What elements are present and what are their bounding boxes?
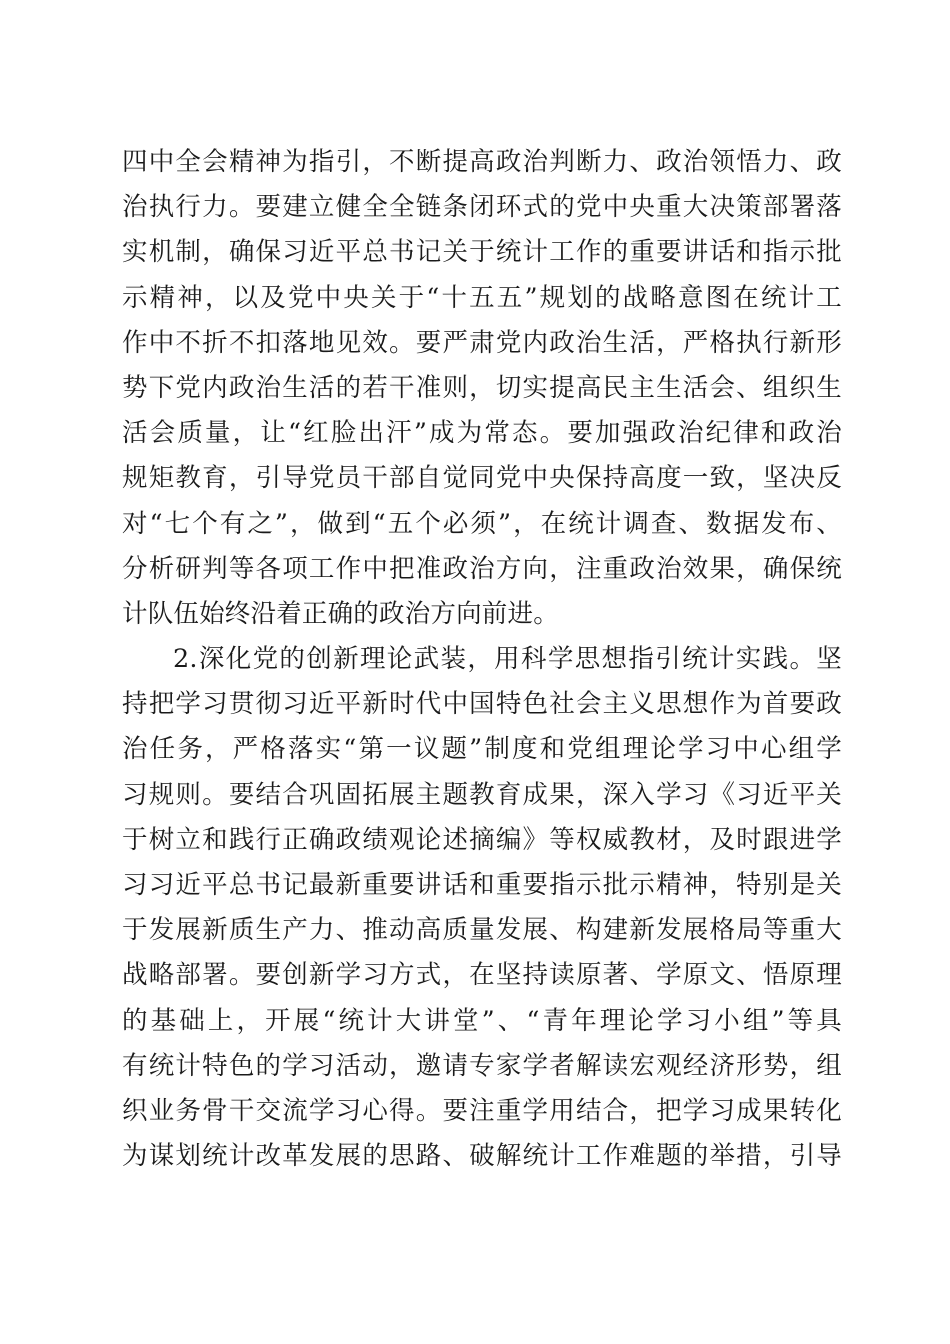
text-line: 治任务，严格落实“第一议题”制度和党组理论学习中心组学 bbox=[122, 734, 842, 765]
text-line: 四中全会精神为指引，不断提高政治判断力、政治领悟力、政 bbox=[122, 147, 842, 177]
text-line: 习习近平总书记最新重要讲话和重要指示批示精神，特别是关 bbox=[122, 870, 842, 900]
text-line: 势下党内政治生活的若干准则，切实提高民主生活会、组织生 bbox=[122, 372, 842, 403]
text-line: 作中不折不扣落地见效。要严肃党内政治生活，严格执行新形 bbox=[122, 327, 842, 358]
text-line: 于发展新质生产力、推动高质量发展、构建新发展格局等重大 bbox=[122, 915, 842, 946]
text-line: 对“七个有之”，做到“五个必须”，在统计调查、数据发布、 bbox=[122, 508, 842, 539]
text-line: 实机制，确保习近平总书记关于统计工作的重要讲话和指示批 bbox=[122, 237, 842, 268]
text-line: 示精神，以及党中央关于“十五五”规划的战略意图在统计工 bbox=[122, 282, 842, 313]
paragraph-end-line: 计队伍始终沿着正确的政治方向前进。 bbox=[122, 598, 559, 629]
text-line: 习规则。要结合巩固拓展主题教育成果，深入学习《习近平关 bbox=[122, 779, 842, 810]
text-line: 于树立和践行正确政绩观论述摘编》等权威教材，及时跟进学 bbox=[122, 824, 842, 855]
body-text bbox=[122, 140, 842, 1179]
text-line: 为谋划统计改革发展的思路、破解统计工作难题的举措，引导 bbox=[122, 1141, 842, 1172]
text-line: 治执行力。要建立健全全链条闭环式的党中央重大决策部署落 bbox=[122, 192, 842, 223]
text-line: 织业务骨干交流学习心得。要注重学用结合，把学习成果转化 bbox=[122, 1095, 842, 1126]
section-heading-line: 2.深化党的创新理论武装，用科学思想指引统计实践。坚 bbox=[173, 644, 842, 675]
text-line: 的基础上，开展“统计大讲堂”、“青年理论学习小组”等具 bbox=[122, 1005, 842, 1036]
text-line: 分析研判等各项工作中把准政治方向，注重政治效果，确保统 bbox=[122, 553, 842, 584]
text-line: 战略部署。要创新学习方式，在坚持读原著、学原文、悟原理 bbox=[122, 960, 842, 991]
text-line: 规矩教育，引导党员干部自觉同党中央保持高度一致，坚决反 bbox=[122, 463, 842, 494]
text-line: 有统计特色的学习活动，邀请专家学者解读宏观经济形势，组 bbox=[122, 1050, 842, 1081]
text-line: 活会质量，让“红脸出汗”成为常态。要加强政治纪律和政治 bbox=[122, 418, 842, 449]
text-line: 持把学习贯彻习近平新时代中国特色社会主义思想作为首要政 bbox=[122, 689, 842, 720]
